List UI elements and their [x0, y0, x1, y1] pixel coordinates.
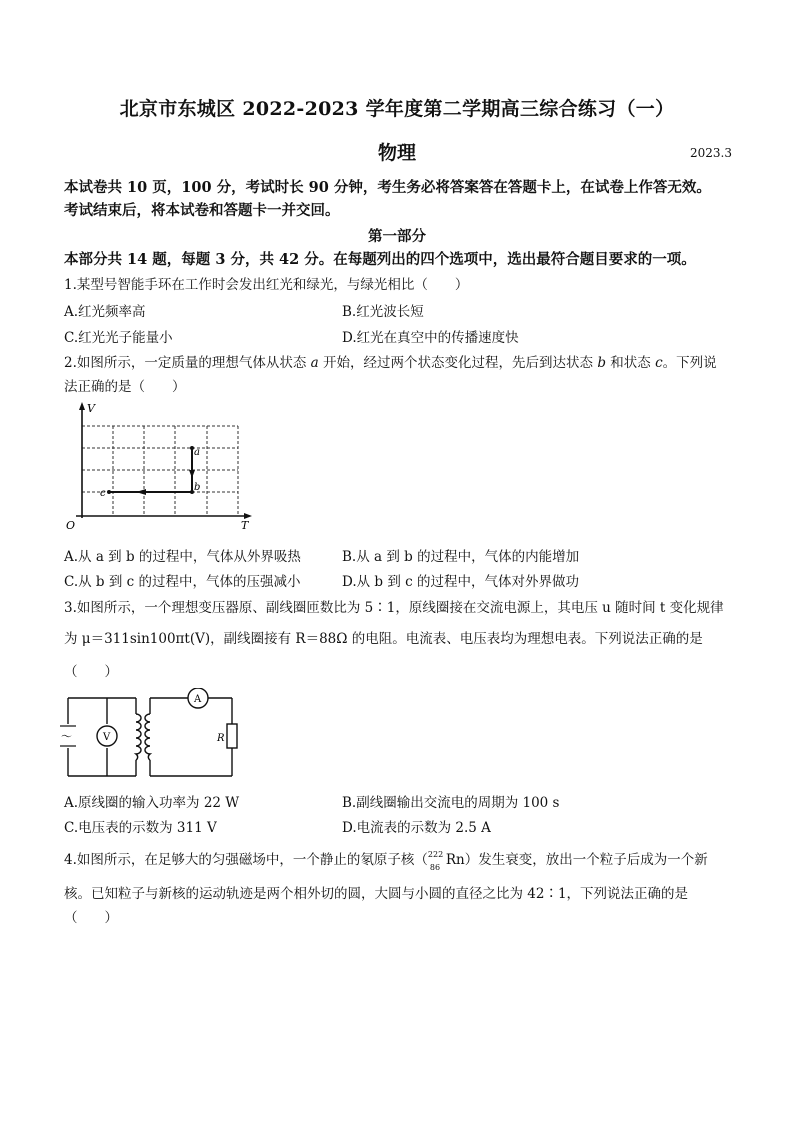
- q2-stem-line-1: [64, 351, 717, 371]
- q2-var-a: a: [310, 355, 319, 371]
- ammeter-label: A: [194, 694, 202, 705]
- q2-option-c: C.从 b 到 c 的过程中，气体的压强减小: [64, 574, 301, 590]
- y-axis-label: V: [87, 402, 95, 415]
- q2-option-b: B.从 a 到 b 的过程中，气体的内能增加: [342, 549, 580, 565]
- q4-stem-line-3: （ ）: [64, 910, 118, 926]
- q2-stem-text: 和状态: [605, 355, 656, 371]
- page-title: 北京市东城区 2022-2023 学年度第二学期高三综合练习（一）: [119, 98, 675, 120]
- q3-stem-line-2: 为 μ＝311sin100πt(V)，副线圈接有 R＝88Ω 的电阻。电流表、电压表均为理想电表。下列说法正确的是: [64, 631, 703, 647]
- origin-label: O: [66, 519, 76, 532]
- q4-stem-line-2: 核。已知粒子与新核的运动轨迹是两个相外切的圆，大圆与小圆的直径之比为 42∶1，下列说法正确的是: [64, 886, 689, 902]
- q2-var-c: c: [655, 355, 663, 371]
- element-symbol: Rn: [445, 852, 465, 868]
- section-title: 第一部分: [368, 228, 426, 245]
- label-a: a: [194, 447, 200, 458]
- y-axis-arrow: [79, 402, 85, 410]
- q4-stem-line-1: [64, 848, 708, 872]
- subject-title: 物理: [377, 142, 416, 164]
- resistor: [227, 724, 237, 748]
- label-b: b: [194, 482, 201, 493]
- label-c: c: [100, 488, 106, 499]
- instructions-line-1: 本试卷共 10 页，100 分，考试时长 90 分钟，考生务必将答案答在答题卡上，在试卷上作答无效。: [64, 179, 711, 196]
- resistor-label: R: [217, 733, 225, 744]
- q1-option-c: C.红光光子能量小: [64, 330, 173, 346]
- transformer-circuit: [60, 688, 250, 782]
- ac-source-symbol: ～: [61, 730, 72, 743]
- q1-stem: 1.某型号智能手环在工作时会发出红光和绿光，与绿光相比（ ）: [64, 277, 469, 293]
- q1-option-d: D.红光在真空中的传播速度快: [342, 330, 519, 346]
- q3-stem-line-3: （ ）: [64, 664, 118, 680]
- q2-option-d: D.从 b 到 c 的过程中，气体对外界做功: [342, 574, 580, 590]
- arrow-a-to-b: [189, 470, 195, 478]
- x-axis-label: T: [241, 519, 249, 532]
- q2-stem-text: 2.如图所示，一定质量的理想气体从状态: [64, 355, 311, 371]
- point-c: [107, 490, 111, 494]
- atomic-number: 86: [429, 862, 441, 872]
- arrow-b-to-c: [136, 489, 146, 495]
- q1-option-b: B.红光波长短: [342, 304, 424, 320]
- q4-stem-text: ）发生衰变，放出一个粒子后成为一个新: [464, 852, 708, 868]
- section-intro: 本部分共 14 题，每题 3 分，共 42 分。在每题列出的四个选项中，选出最符合题目要求的一项。: [64, 251, 696, 268]
- q2-stem-text: 开始，经过两个状态变化过程，先后到达状态: [318, 355, 598, 371]
- q2-option-a: A.从 a 到 b 的过程中，气体从外界吸热: [64, 549, 301, 565]
- q3-option-d: D.电流表的示数为 2.5 A: [342, 820, 491, 836]
- q4-stem-text: 4.如图所示，在足够大的匀强磁场中，一个静止的氡原子核（: [64, 852, 428, 868]
- voltmeter-label: V: [103, 732, 111, 743]
- q3-stem-line-1: 3.如图所示，一个理想变压器原、副线圈匝数比为 5∶1，原线圈接在交流电源上，其电压 u 随时间 t 变化规律: [64, 600, 724, 616]
- vt-graph: [60, 398, 260, 536]
- radon-isotope-notation: [427, 849, 446, 872]
- instructions-line-2: 考试结束后，将本试卷和答题卡一并交回。: [64, 202, 340, 219]
- q2-var-b: b: [597, 355, 606, 371]
- q2-stem-line-2: 法正确的是（ ）: [64, 379, 186, 395]
- q1-option-a: A.红光频率高: [64, 304, 146, 320]
- q3-option-a: A.原线圈的输入功率为 22 W: [64, 795, 240, 811]
- q3-option-c: C.电压表的示数为 311 V: [64, 820, 217, 836]
- q3-option-b: B.副线圈输出交流电的周期为 100 s: [342, 795, 560, 811]
- graph-grid: [82, 426, 238, 516]
- exam-date: 2023.3: [690, 146, 732, 160]
- q2-stem-text: 。下列说: [662, 355, 717, 371]
- mass-number: 222: [427, 849, 444, 859]
